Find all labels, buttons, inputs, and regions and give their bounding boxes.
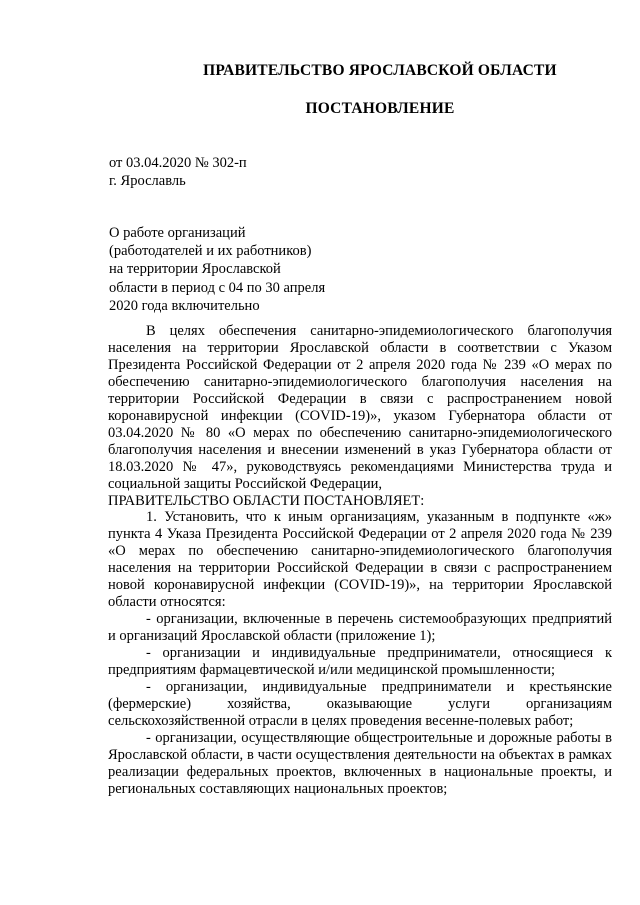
list-item: - организации, осуществляющие общестроительные и дорожные работы в Ярославской области, в части осуществления деятельности на объектах в рамках реализации федеральных проектов, включенных в национальные проекты, и региональных составляющих национальных проектов; bbox=[108, 729, 612, 797]
list-item: - организации, включенные в перечень системообразующих предприятий и организаций Ярославской области (приложение 1); bbox=[108, 611, 612, 645]
government-title: ПРАВИТЕЛЬСТВО ЯРОСЛАВСКОЙ ОБЛАСТИ bbox=[203, 62, 557, 79]
list-item: - организации, индивидуальные предприниматели и крестьянские (фермерские) хозяйства, оказывающие услуги организациям сельскохозяйственной отрасли в целях проведения весенне-полевых работ; bbox=[108, 679, 612, 729]
subject-line: 2020 года включительно bbox=[109, 297, 260, 314]
document-body bbox=[108, 323, 612, 798]
list-item: - организации и индивидуальные предприниматели, относящиеся к предприятиям фармацевтической и/или медицинской промышленности; bbox=[108, 645, 612, 679]
document-subject bbox=[109, 224, 325, 315]
subject-line: области в период с 04 по 30 апреля bbox=[109, 279, 326, 296]
document-type-title: ПОСТАНОВЛЕНИЕ bbox=[305, 100, 455, 117]
preamble-paragraph: В целях обеспечения санитарно-эпидемиологического благополучия населения на территории Ярославской области в соответствии с Указом Президента Российской Федерации от 2 апреля 2020 года № 239 «О мерах по обеспечению санитарно-эпидемиологического благополучия населения на территории Российской Федерации в связи с распространением новой коронавирусной инфекции (COVID-19)», указом Губернатора области от 03.04.2020 № 80 «О мерах по обеспечению санитарно-эпидемиологического благополучия населения и внесении изменений в указ Губернатора области от 18.03.2020 № 47», руководствуясь рекомендациями Министерства труда и социальной защиты Российской Федерации, bbox=[108, 323, 612, 492]
document-date-number: от 03.04.2020 № 302-п bbox=[109, 155, 247, 171]
document-city: г. Ярославль bbox=[109, 173, 186, 189]
subject-line: на территории Ярославской bbox=[109, 261, 281, 278]
subject-line: (работодателей и их работников) bbox=[109, 243, 312, 260]
subject-line: О работе организаций bbox=[109, 225, 246, 241]
resolves-line: ПРАВИТЕЛЬСТВО ОБЛАСТИ ПОСТАНОВЛЯЕТ: bbox=[108, 492, 425, 509]
item-1-paragraph: 1. Установить, что к иным организациям, указанным в подпункте «ж» пункта 4 Указа Президента Российской Федерации от 2 апреля 2020 года № 239 «О мерах по обеспечению санитарно-эпидемиологического благополучия населения на территории Российской Федерации в связи с распространением новой коронавирусной инфекции (COVID-19)», на территории Ярославской области относятся: bbox=[108, 509, 612, 611]
